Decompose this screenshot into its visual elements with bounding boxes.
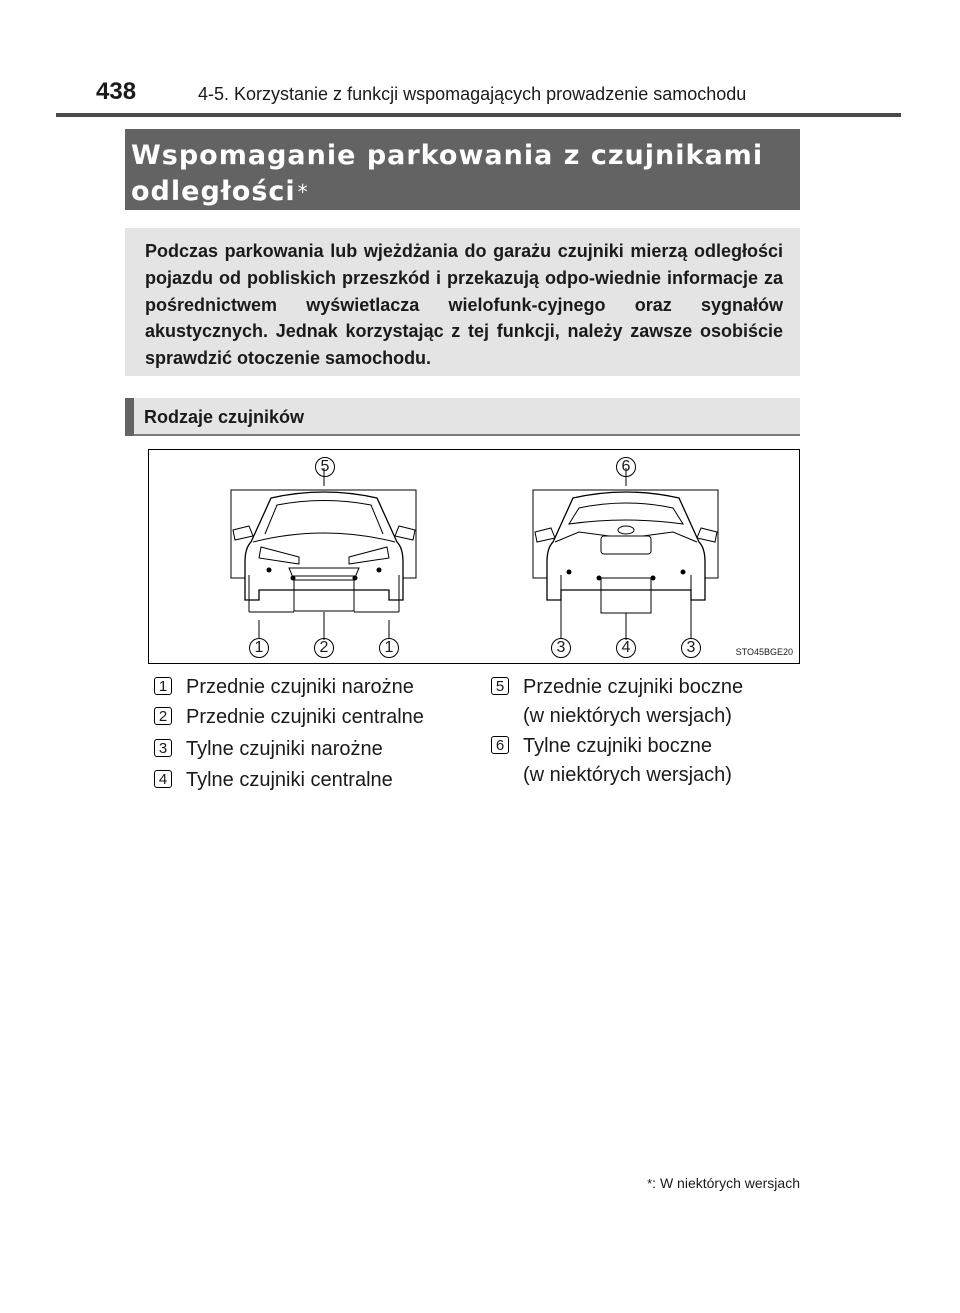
callout-3-right: 3: [681, 638, 701, 658]
section-title-bar: [125, 129, 800, 210]
subsection-title: Rodzaje czujników: [144, 407, 305, 427]
rear-car-illustration: [533, 468, 718, 640]
callout-3-left: 3: [551, 638, 571, 658]
intro-text: Podczas parkowania lub wjeżdżania do garażu czujniki mierzą odległości pojazdu od pobliskich przeszkód i przekazują odpo-wiednie informacje za pośrednictwem wyświetlacza wielofunk-cyjnego oraz sygnałów akustycznych. Jednak korzystając z tej funkcji, należy zawsze osobiście sprawdzić otoczenie samochodu.: [145, 241, 783, 369]
front-car-illustration: [231, 468, 416, 640]
subsection-header: [125, 398, 800, 436]
legend-number-2: 2: [154, 707, 172, 725]
callout-1-left: 1: [249, 638, 269, 658]
figure-code: STO45BGE20: [735, 647, 793, 657]
legend-number-6: 6: [491, 736, 509, 754]
legend-text-2: Przednie czujniki centralne: [186, 706, 424, 728]
legend-text-6-note: (w niektórych wersjach): [523, 764, 732, 786]
callout-5: 5: [315, 457, 335, 477]
callout-2: 2: [314, 638, 334, 658]
title-line-2: odległości: [131, 176, 296, 207]
page-number: 438: [96, 78, 137, 105]
page-title: [131, 138, 763, 210]
title-asterisk: *: [297, 180, 309, 204]
legend-text-4: Tylne czujniki centralne: [186, 769, 393, 791]
legend-number-1: 1: [154, 677, 172, 695]
legend-number-4: 4: [154, 770, 172, 788]
legend-text-6: Tylne czujniki boczne: [523, 735, 712, 757]
legend-text-1: Przednie czujniki narożne: [186, 676, 414, 698]
callout-1-right: 1: [379, 638, 399, 658]
chapter-title: 4-5. Korzystanie z funkcji wspomagających prowadzenie samochodu: [198, 84, 747, 104]
title-line-1: Wspomaganie parkowania z czujnikami: [131, 140, 764, 171]
footnote-asterisk: *: [647, 1176, 653, 1191]
intro-box: [125, 228, 800, 376]
callout-4: 4: [616, 638, 636, 658]
legend-number-3: 3: [154, 739, 172, 757]
legend-text-5: Przednie czujniki boczne: [523, 676, 744, 698]
legend-number-5: 5: [491, 677, 509, 695]
callout-6: 6: [616, 457, 636, 477]
footnote-text: : W niektórych wersjach: [652, 1175, 800, 1191]
legend-text-5-note: (w niektórych wersjach): [523, 705, 732, 727]
header-rule: [56, 113, 901, 117]
footnote: [647, 1175, 800, 1191]
sensor-diagram: [148, 449, 800, 664]
legend-text-3: Tylne czujniki narożne: [186, 738, 383, 760]
subsection-bar: [125, 398, 134, 436]
